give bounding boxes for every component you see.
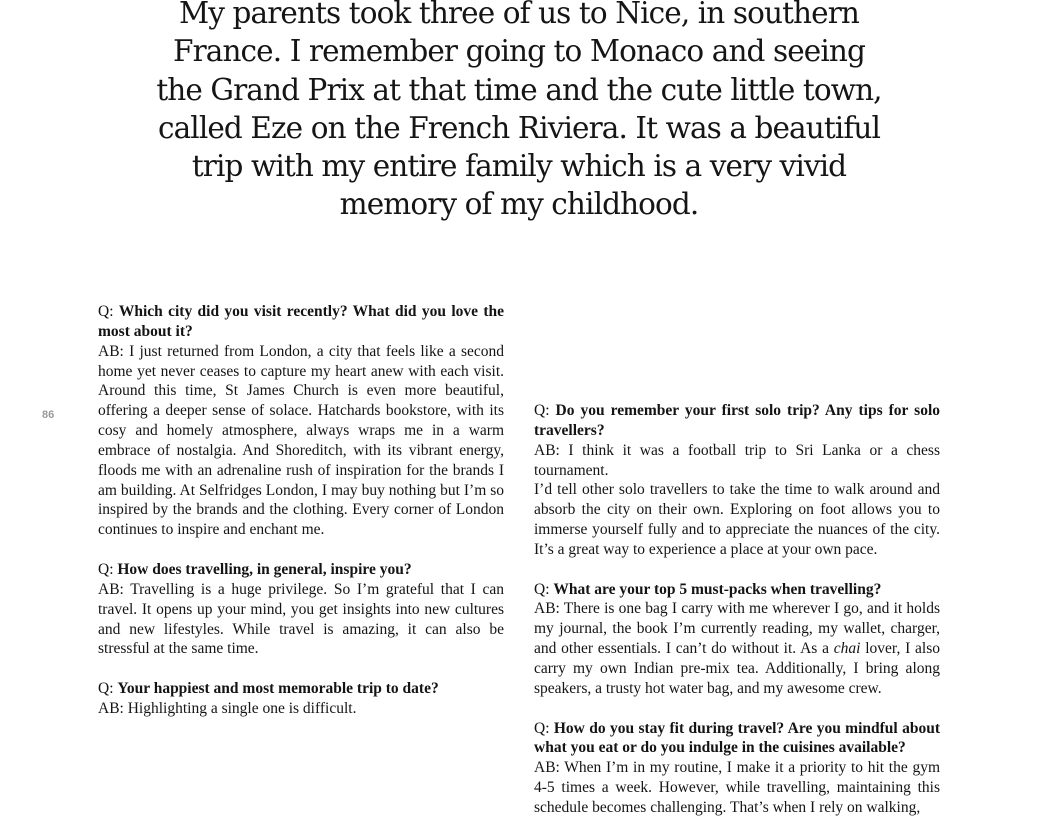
question-prefix: Q: (98, 560, 118, 578)
right-column (534, 401, 940, 838)
question-text: How does travelling, in general, inspire you? (117, 560, 412, 578)
answer (534, 599, 940, 698)
question (98, 560, 504, 580)
question-prefix: Q: (534, 580, 554, 598)
answer-continued: I’d tell other solo travellers to take the time to walk around and absorb the city on their own. Exploring on foot allows you to immerse yourself fully and to appreciate the nuances of the city. It’s a great way to experience a place at your own pace. (534, 481, 940, 558)
question (534, 580, 940, 600)
answer-italic-word: chai (833, 640, 861, 658)
answer: AB: I think it was a football trip to Sri Lanka or a chess tournament. (534, 441, 940, 479)
question-prefix: Q: (534, 719, 554, 737)
answer: AB: Travelling is a huge privilege. So I’m grateful that I can travel. It opens up your mind, you get insights into new cultures and new lifestyles. While travel is amazing, it can also be stressful at the same time. (98, 580, 504, 658)
pull-quote: My parents took three of us to Nice, in southern France. I remember going to Monaco and seeing the Grand Prix at that time and the cute little town, called Eze on the French Riviera. It was a beautiful trip with my entire family which is a very vivid memory of my childhood. (156, 0, 882, 222)
question (98, 302, 504, 342)
qa-block-recent-city (98, 302, 504, 540)
question-text: Do you remember your first solo trip? Any tips for solo travellers? (534, 402, 940, 439)
answer-text-continued: lover, I also carry my own Indian pre-mix tea. Additionally, I bring along speakers, a trusty hot water bag, and my awesome crew. (534, 640, 941, 697)
question (534, 719, 940, 759)
left-column (98, 302, 504, 739)
answer: AB: Highlighting a single one is difficult. (98, 699, 357, 717)
qa-block-travel-inspiration (98, 560, 504, 659)
question-prefix: Q: (534, 402, 556, 419)
question-text: Which city did you visit recently? What did you love the most about it? (98, 303, 505, 340)
question (98, 679, 504, 699)
answer-text: AB: There is one bag I carry with me wherever I go, and it holds my journal, the book I’m currently reading, my wallet, charger, and other essentials. I can’t do without it. As a (534, 600, 940, 658)
question-prefix: Q: (98, 680, 118, 698)
question-prefix: Q: (98, 303, 119, 320)
question-text: How do you stay fit during travel? Are you mindful about what you eat or do you indulge in the cuisines available? (534, 719, 941, 757)
page-number: 86 (42, 409, 55, 421)
qa-block-fitness (534, 719, 940, 818)
qa-block-first-solo-trip (534, 401, 940, 560)
answer: AB: I just returned from London, a city that feels like a second home yet never ceases to capture my heart anew with each visit. Around this time, St James Church is even more beautiful, offering a deeper sense of solace. Hatchards bookstore, with its cosy and homely atmosphere, always wraps me in a warm embrace of nostalgia. And Shoreditch, with its vibrant energy, floods me with an adrenaline rush of inspiration for the brands I am building. At Selfridges London, I may buy nothing but I’m so inspired by the brands and the clothing. Every corner of London continues to inspire and enchant me. (98, 342, 504, 539)
question-text: Your happiest and most memorable trip to date? (117, 680, 439, 698)
answer: AB: When I’m in my routine, I make it a priority to hit the gym 4-5 times a week. However, while travelling, maintaining this schedule becomes challenging. That’s when I rely on walking, (534, 759, 940, 816)
qa-block-must-packs (534, 580, 940, 699)
question (534, 401, 940, 441)
qa-block-memorable-trip (98, 679, 504, 719)
question-text: What are your top 5 must-packs when travelling? (553, 580, 882, 598)
